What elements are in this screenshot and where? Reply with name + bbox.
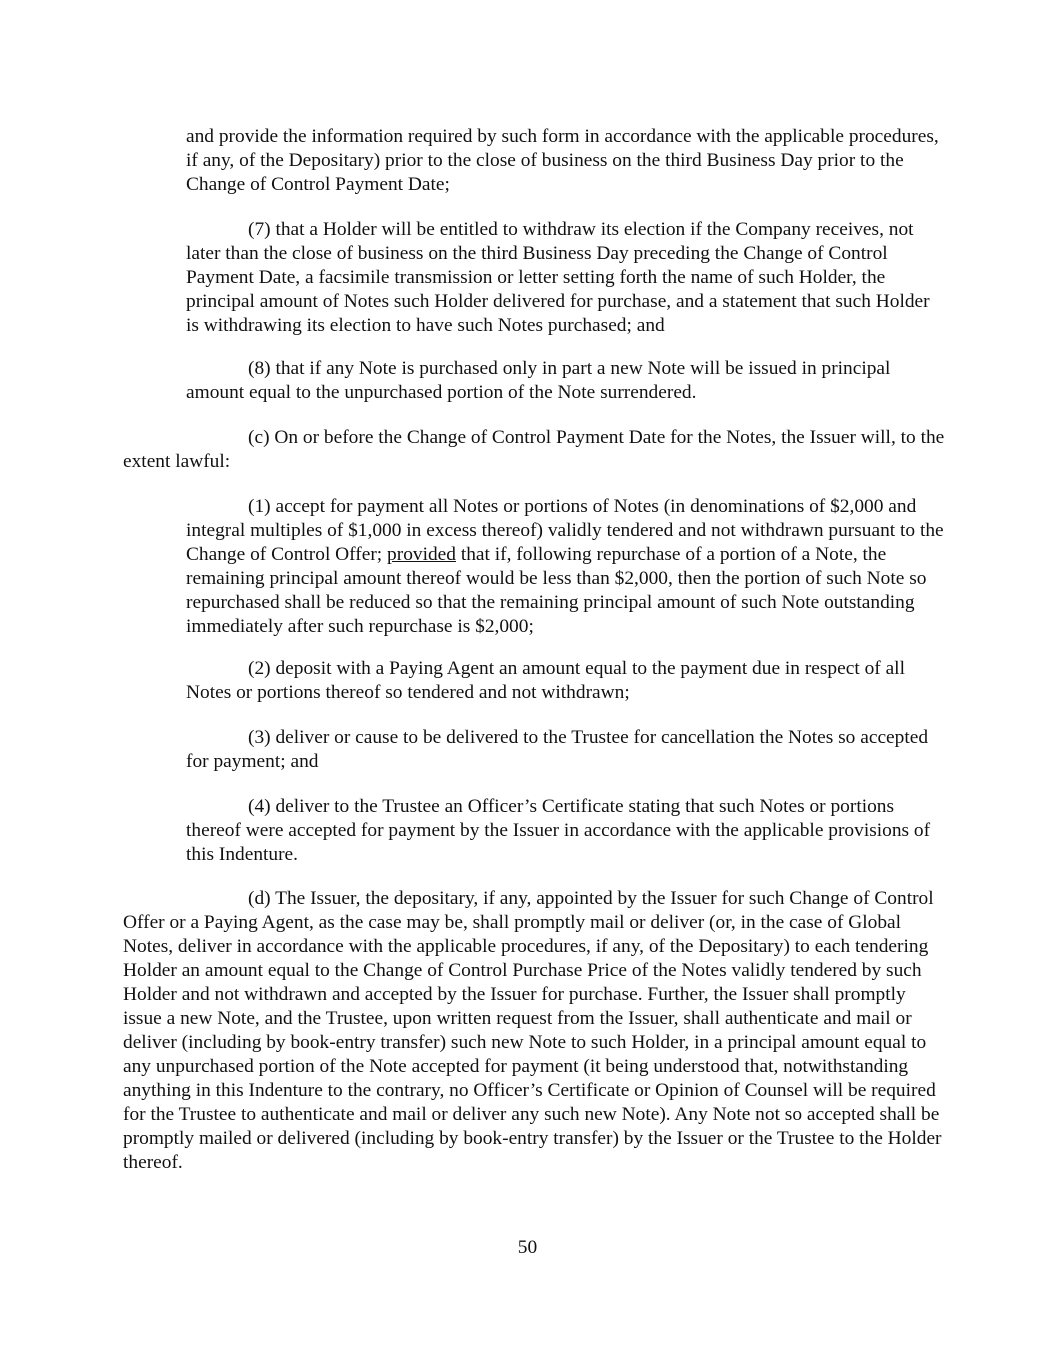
page-number: 50	[517, 1237, 538, 1258]
paragraph-continued: and provide the information required by such form in accordance with the applicable procedures, if any, of the Depositary) prior to the close of business on the third Business Day prior to the Change of Control Payment Date;	[186, 126, 939, 195]
paragraph-item-c1-text-after: that if, following repurchase of a portion of a Note, the remaining principal amount thereof would be less than $2,000, then the portion of such Note so repurchased shall be reduced so that the remaining principal amount of such Note outstanding immediately after such repurchase is $2,000;	[186, 544, 927, 637]
provided-underlined-term: provided	[387, 544, 456, 565]
paragraph-item-c1	[186, 495, 946, 639]
paragraph-section-c: (c) On or before the Change of Control Payment Date for the Notes, the Issuer will, to the extent lawful:	[123, 427, 945, 472]
paragraph-item-c1-text-before: (1) accept for payment all Notes or portions of Notes (in denominations of $2,000 and integral multiples of $1,000 in excess thereof) validly tendered and not withdrawn pursuant to the Change of Control Offer;	[186, 496, 944, 565]
paragraph-section-d: (d) The Issuer, the depositary, if any, appointed by the Issuer for such Change of Control Offer or a Paying Agent, as the case may be, shall promptly mail or deliver (or, in the case of Global Notes, deliver in accordance with the applicable procedures, if any, of the Depositary) to each tendering Holder an amount equal to the Change of Control Purchase Price of the Notes validly tendered by such Holder and not withdrawn and accepted by the Issuer for purchase. Further, the Issuer shall promptly issue a new Note, and the Trustee, upon written request from the Issuer, shall authenticate and mail or deliver (including by book-entry transfer) such new Note to such Holder, in a principal amount equal to any unpurchased portion of the Note accepted for payment (it being understood that, notwithstanding anything in this Indenture to the contrary, no Officer’s Certificate or Opinion of Counsel will be required for the Trustee to authenticate and mail or deliver any such new Note). Any Note not so accepted shall be promptly mailed or delivered (including by book-entry transfer) by the Issuer or the Trustee to the Holder thereof.	[123, 888, 942, 1173]
paragraph-item-c3: (3) deliver or cause to be delivered to the Trustee for cancellation the Notes so accepted for payment; and	[186, 727, 929, 772]
paragraph-item-c2: (2) deposit with a Paying Agent an amount equal to the payment due in respect of all Notes or portions thereof so tendered and not withdrawn;	[186, 658, 905, 703]
paragraph-item-8: (8) that if any Note is purchased only in part a new Note will be issued in principal amount equal to the unpurchased portion of the Note surrendered.	[186, 358, 891, 403]
paragraph-item-7: (7) that a Holder will be entitled to withdraw its election if the Company receives, not later than the close of business on the third Business Day preceding the Change of Control Payment Date, a facsimile transmission or letter setting forth the name of such Holder, the principal amount of Notes such Holder delivered for purchase, and a statement that such Holder is withdrawing its election to have such Notes purchased; and	[186, 219, 930, 336]
paragraph-item-c4: (4) deliver to the Trustee an Officer’s Certificate stating that such Notes or portions thereof were accepted for payment by the Issuer in accordance with the applicable provisions of this Indenture.	[186, 796, 931, 865]
